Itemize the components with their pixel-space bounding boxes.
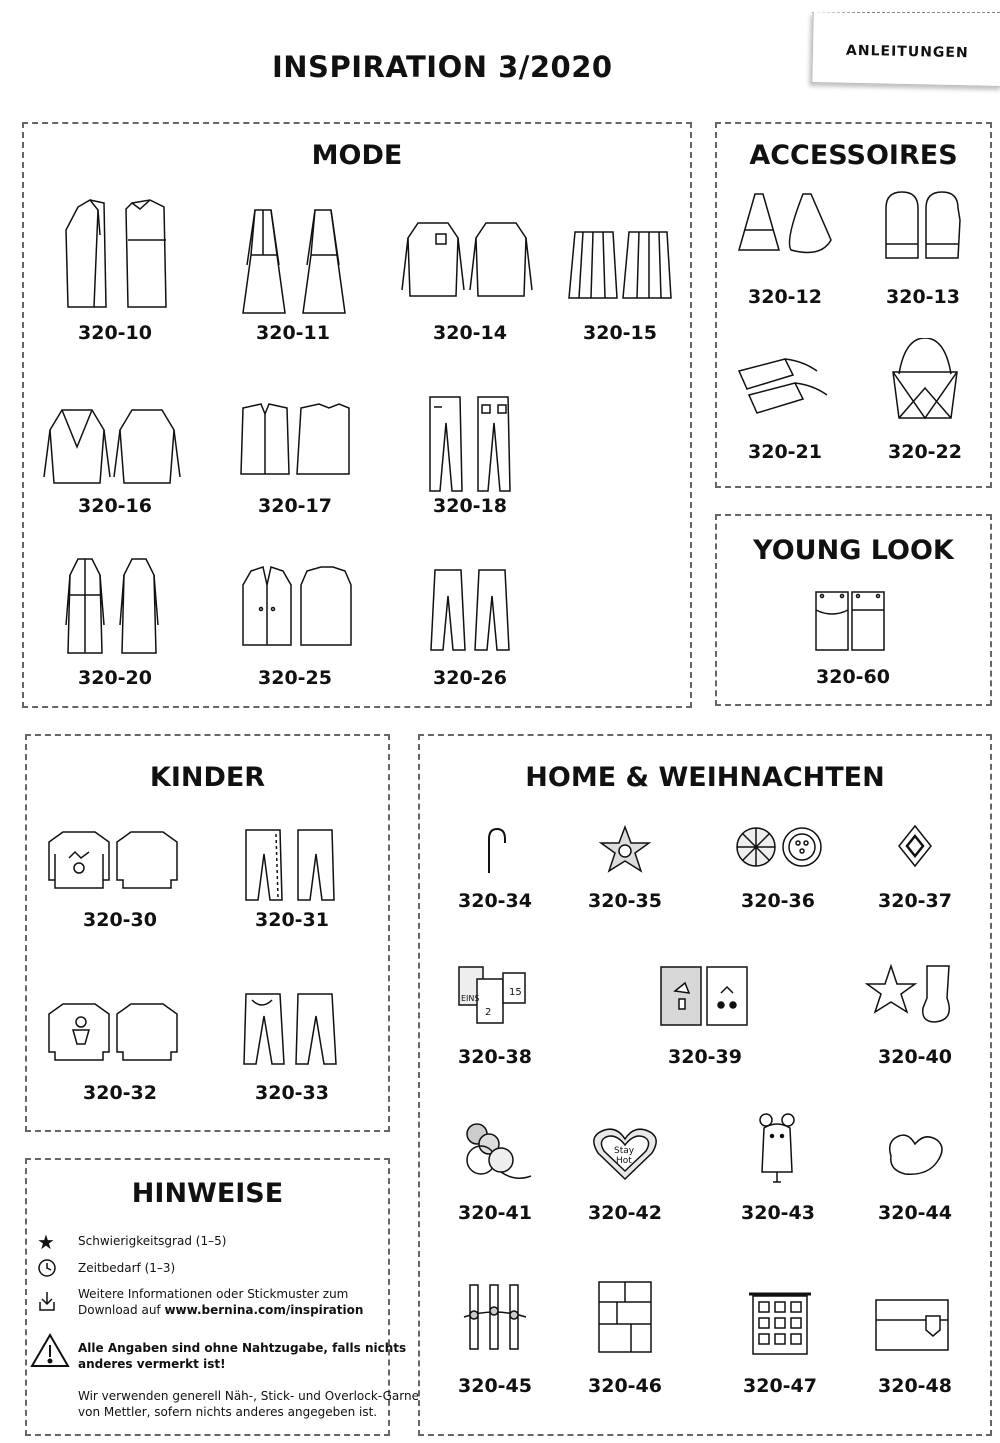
pattern-item[interactable] [595, 825, 655, 875]
quilt-icon [595, 1280, 655, 1354]
pattern-item[interactable] [420, 393, 520, 493]
pattern-item[interactable] [595, 1280, 655, 1354]
pattern-code: 320-14 [433, 322, 507, 344]
download-url[interactable]: www.bernina.com/inspiration [164, 1303, 364, 1317]
pattern-item[interactable] [745, 1290, 815, 1356]
pattern-item[interactable] [465, 825, 525, 875]
advent-calendar-icon [745, 1290, 815, 1356]
svg-text:15: 15 [509, 987, 522, 998]
pattern-item[interactable] [50, 195, 180, 310]
pattern-item[interactable] [590, 1125, 660, 1183]
pattern-item[interactable] [735, 355, 835, 420]
pattern-item[interactable] [885, 338, 965, 420]
pattern-code: 320-26 [433, 667, 507, 689]
garland-icon [460, 1283, 530, 1351]
diamond-ornament-icon [885, 822, 945, 872]
warning-icon [30, 1332, 70, 1372]
jacket-icon [235, 565, 355, 647]
pattern-code: 320-35 [588, 890, 662, 912]
pattern-item[interactable] [228, 205, 358, 317]
tab-label: ANLEITUNGEN [845, 42, 969, 62]
pattern-item[interactable] [865, 962, 965, 1026]
skirt-icon [565, 228, 675, 300]
kids-leggings-icon [240, 826, 340, 904]
download-note-line2 [78, 1302, 363, 1318]
mittens-icon [878, 190, 968, 260]
pattern-code: 320-46 [588, 1375, 662, 1397]
download-prefix: Download auf [78, 1303, 165, 1317]
pattern-item[interactable] [730, 825, 830, 871]
pattern-item[interactable] [460, 1283, 530, 1351]
long-dress-icon [60, 555, 170, 655]
pattern-item[interactable] [240, 990, 340, 1068]
coat-icon [60, 195, 170, 310]
clock-icon [37, 1258, 57, 1282]
pattern-code: 320-13 [886, 286, 960, 308]
pattern-item[interactable] [565, 228, 675, 300]
pattern-code: 320-41 [458, 1202, 532, 1224]
pattern-item[interactable] [455, 1120, 535, 1186]
pattern-item[interactable] [240, 826, 340, 904]
wide-trousers-icon [425, 566, 515, 652]
kinder-title: KINDER [149, 762, 266, 793]
pattern-code: 320-22 [888, 441, 962, 463]
heart-icon [885, 1130, 945, 1180]
pattern-item[interactable] [40, 405, 190, 485]
difficulty-note: Schwierigkeitsgrad (1–5) [78, 1234, 227, 1248]
pattern-code: 320-15 [583, 322, 657, 344]
vest-icon [235, 400, 355, 476]
download-note-line1: Weitere Informationen oder Stickmuster zum [78, 1287, 349, 1301]
heart-pillow-icon [590, 1125, 660, 1183]
star-icon: ★ [37, 1230, 55, 1254]
pattern-item[interactable] [878, 190, 968, 260]
kids-pants-icon [240, 990, 340, 1068]
pattern-code: 320-47 [743, 1375, 817, 1397]
mode-title: MODE [311, 140, 403, 171]
thread-note-line2: von Mettler, sofern nichts anderes angegeben ist. [78, 1405, 378, 1419]
flower-bag-icon [455, 1120, 535, 1186]
tote-bag-icon [885, 338, 965, 420]
warning-note-line1: Alle Angaben sind ohne Nahtzugabe, falls nichts [78, 1341, 407, 1355]
pattern-code: 320-20 [78, 667, 152, 689]
pattern-item[interactable] [735, 190, 835, 260]
pattern-item[interactable] [45, 1000, 185, 1062]
top-icon [400, 218, 540, 298]
svg-text:EINS: EINS [461, 994, 480, 1003]
young-look-title: YOUNG LOOK [753, 535, 954, 566]
pouch-icon [810, 588, 890, 652]
time-note: Zeitbedarf (1–3) [78, 1261, 176, 1275]
pattern-item[interactable] [235, 400, 355, 476]
pattern-item[interactable] [60, 555, 170, 655]
mouse-pouch-icon [752, 1112, 802, 1186]
pattern-item[interactable] [45, 828, 185, 890]
pattern-code: 320-48 [878, 1375, 952, 1397]
download-icon [37, 1290, 57, 1316]
pattern-code: 320-10 [78, 322, 152, 344]
candy-cane-icon [465, 825, 525, 875]
hinweise-title: HINWEISE [131, 1178, 284, 1209]
pattern-code: 320-11 [256, 322, 330, 344]
svg-text:2: 2 [485, 1007, 492, 1018]
pattern-code: 320-21 [748, 441, 822, 463]
svg-text:Stay: Stay [614, 1146, 635, 1156]
star-stocking-icon [865, 962, 965, 1026]
kids-sweater-icon [45, 828, 185, 890]
pattern-code: 320-38 [458, 1046, 532, 1068]
pattern-code: 320-43 [741, 1202, 815, 1224]
blouse-icon [40, 405, 190, 485]
trousers-icon [420, 393, 520, 493]
pattern-code: 320-44 [878, 1202, 952, 1224]
pattern-code: 320-33 [255, 1082, 329, 1104]
pattern-item[interactable] [872, 1296, 952, 1352]
page-title: INSPIRATION 3/2020 [272, 50, 613, 84]
pattern-item[interactable] [400, 218, 540, 298]
pattern-code: 320-42 [588, 1202, 662, 1224]
christmas-cards-icon [655, 965, 755, 1027]
pattern-code: 320-34 [458, 890, 532, 912]
pattern-code: 320-12 [748, 286, 822, 308]
kids-sweater-print-icon [45, 1000, 185, 1062]
pattern-code: 320-37 [878, 890, 952, 912]
home-title: HOME & WEIHNACHTEN [525, 762, 885, 793]
pattern-code: 320-45 [458, 1375, 532, 1397]
pattern-code: 320-31 [255, 909, 329, 931]
pattern-code: 320-60 [816, 666, 890, 688]
pattern-code: 320-40 [878, 1046, 952, 1068]
pattern-code: 320-36 [741, 890, 815, 912]
pattern-item[interactable] [885, 1130, 945, 1180]
coasters-icon [730, 825, 830, 871]
calendar-cards-icon [455, 965, 535, 1027]
pattern-item[interactable] [455, 965, 535, 1027]
accessoires-title: ACCESSOIRES [749, 140, 958, 171]
dress-icon [233, 205, 353, 317]
arm-warmers-icon [735, 355, 835, 420]
pattern-item[interactable] [655, 965, 755, 1027]
pattern-code: 320-16 [78, 495, 152, 517]
pattern-code: 320-17 [258, 495, 332, 517]
pattern-item[interactable] [752, 1112, 802, 1186]
envelope-icon [872, 1296, 952, 1352]
bag-icon [735, 190, 835, 260]
pattern-item[interactable] [885, 822, 945, 872]
star-ornament-icon [595, 825, 655, 875]
pattern-code: 320-30 [83, 909, 157, 931]
pattern-code: 320-32 [83, 1082, 157, 1104]
pattern-code: 320-25 [258, 667, 332, 689]
pattern-code: 320-18 [433, 495, 507, 517]
pattern-item[interactable] [425, 566, 515, 652]
svg-text:Hot: Hot [616, 1156, 632, 1166]
kinder-panel [25, 734, 390, 1132]
pattern-code: 320-39 [668, 1046, 742, 1068]
thread-note-line1: Wir verwenden generell Näh-, Stick- und Overlock-Garne [78, 1389, 419, 1403]
pattern-item[interactable] [810, 588, 890, 652]
warning-note-line2: anderes vermerkt ist! [78, 1357, 226, 1371]
pattern-item[interactable] [235, 565, 355, 647]
